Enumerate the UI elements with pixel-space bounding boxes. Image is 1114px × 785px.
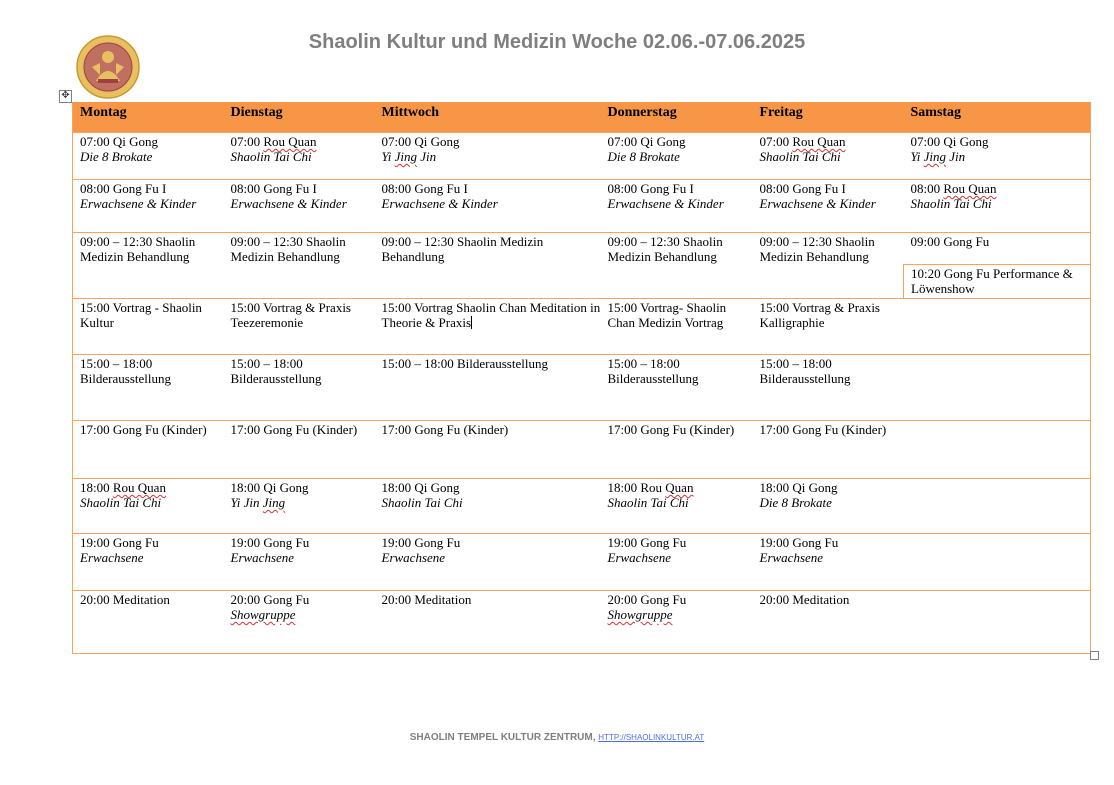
table-cell[interactable]: 15:00 Vortrag & Praxis Kalligraphie xyxy=(753,299,904,355)
document-title: Shaolin Kultur und Medizin Woche 02.06.-07.06.2025 xyxy=(308,31,806,53)
table-row xyxy=(73,180,1091,233)
table-row xyxy=(73,534,1091,591)
table-cell[interactable]: 07:00 Qi Gong Die 8 Brokate xyxy=(73,133,224,180)
table-row xyxy=(73,355,1091,421)
table-cell[interactable]: 09:00 Gong Fu xyxy=(904,233,1091,265)
table-cell[interactable]: 15:00 Vortrag - Shaolin Kultur xyxy=(73,299,224,355)
table-cell[interactable]: 09:00 – 12:30 Shaolin Medizin Behandlung xyxy=(753,233,904,299)
table-cell[interactable]: 07:00 Qi Gong Yi Jing Jin xyxy=(375,133,601,180)
header-mittwoch: Mittwoch xyxy=(375,103,601,133)
table-cell[interactable]: 20:00 Meditation xyxy=(753,591,904,654)
table-cell[interactable]: 08:00 Gong Fu I Erwachsene & Kinder xyxy=(375,180,601,233)
table-cell[interactable]: 07:00 Rou Quan Shaolin Tai Chi xyxy=(753,133,904,180)
table-cell[interactable]: 15:00 – 18:00 Bilderausstellung xyxy=(601,355,753,421)
table-cell[interactable]: 07:00 Qi Gong Yi Jing Jin xyxy=(904,133,1091,180)
document-footer xyxy=(0,732,1114,743)
shaolin-logo-icon xyxy=(76,35,140,99)
table-cell[interactable]: 08:00 Gong Fu I Erwachsene & Kinder xyxy=(753,180,904,233)
header-montag: Montag xyxy=(73,103,224,133)
table-cell[interactable]: 10:20 Gong Fu Performance & Löwenshow xyxy=(904,265,1091,299)
header-samstag: Samstag xyxy=(904,103,1091,133)
table-row xyxy=(73,233,1091,265)
table-cell[interactable] xyxy=(904,591,1091,654)
header-dienstag: Dienstag xyxy=(224,103,375,133)
table-cell[interactable] xyxy=(904,421,1091,479)
table-cell[interactable]: 15:00 Vortrag Shaolin Chan Meditation in Theorie & Praxis xyxy=(375,299,601,355)
table-cell[interactable]: 08:00 Gong Fu I Erwachsene & Kinder xyxy=(224,180,375,233)
footer-link[interactable]: HTTP://SHAOLINKULTUR.AT xyxy=(598,733,705,742)
table-cell[interactable]: 18:00 Qi Gong Yi Jin Jing xyxy=(224,479,375,534)
table-cell[interactable]: 15:00 – 18:00 Bilderausstellung xyxy=(224,355,375,421)
table-cell[interactable]: 17:00 Gong Fu (Kinder) xyxy=(601,421,753,479)
table-cell[interactable]: 09:00 – 12:30 Shaolin Medizin Behandlung xyxy=(375,233,601,299)
table-row xyxy=(73,479,1091,534)
table-cell[interactable]: 15:00 – 18:00 Bilderausstellung xyxy=(375,355,601,421)
table-cell[interactable]: 07:00 Qi Gong Die 8 Brokate xyxy=(601,133,753,180)
footer-org: SHAOLIN TEMPEL KULTUR ZENTRUM, xyxy=(409,732,596,743)
table-cell[interactable] xyxy=(904,534,1091,591)
table-row xyxy=(73,591,1091,654)
table-cell[interactable]: 15:00 Vortrag- Shaolin Chan Medizin Vortrag xyxy=(601,299,753,355)
table-cell[interactable]: 19:00 Gong Fu Erwachsene xyxy=(753,534,904,591)
table-cell[interactable]: 17:00 Gong Fu (Kinder) xyxy=(375,421,601,479)
header-donnerstag: Donnerstag xyxy=(601,103,753,133)
table-row xyxy=(73,421,1091,479)
table-cell[interactable]: 18:00 Qi Gong Die 8 Brokate xyxy=(753,479,904,534)
table-cell[interactable]: 18:00 Qi Gong Shaolin Tai Chi xyxy=(375,479,601,534)
schedule-table xyxy=(72,102,1091,654)
table-cell[interactable]: 15:00 Vortrag & Praxis Teezeremonie xyxy=(224,299,375,355)
text-cursor xyxy=(471,316,472,329)
table-cell[interactable] xyxy=(904,479,1091,534)
table-cell[interactable]: 20:00 Meditation xyxy=(375,591,601,654)
table-header-row xyxy=(73,103,1091,133)
table-row xyxy=(73,299,1091,355)
table-cell[interactable]: 15:00 – 18:00 Bilderausstellung xyxy=(73,355,224,421)
table-cell[interactable]: 08:00 Rou Quan Shaolin Tai Chi xyxy=(904,180,1091,233)
table-cell[interactable]: 09:00 – 12:30 Shaolin Medizin Behandlung xyxy=(601,233,753,299)
table-cell[interactable]: 17:00 Gong Fu (Kinder) xyxy=(224,421,375,479)
table-cell[interactable]: 09:00 – 12:30 Shaolin Medizin Behandlung xyxy=(73,233,224,299)
table-cell[interactable]: 19:00 Gong Fu Erwachsene xyxy=(224,534,375,591)
table-cell[interactable]: 09:00 – 12:30 Shaolin Medizin Behandlung xyxy=(224,233,375,299)
table-cell[interactable]: 08:00 Gong Fu I Erwachsene & Kinder xyxy=(601,180,753,233)
table-resize-handle[interactable] xyxy=(1090,651,1099,660)
table-row xyxy=(73,133,1091,180)
table-cell[interactable]: 19:00 Gong Fu Erwachsene xyxy=(375,534,601,591)
table-cell[interactable]: 18:00 Rou Quan Shaolin Tai Chi xyxy=(73,479,224,534)
table-cell[interactable]: 19:00 Gong Fu Erwachsene xyxy=(73,534,224,591)
table-cell[interactable]: 07:00 Rou Quan Shaolin Tai Chi xyxy=(224,133,375,180)
table-cell[interactable] xyxy=(904,355,1091,421)
table-cell[interactable]: 08:00 Gong Fu I Erwachsene & Kinder xyxy=(73,180,224,233)
table-cell[interactable]: 20:00 Gong Fu Showgruppe xyxy=(601,591,753,654)
table-cell[interactable]: 20:00 Meditation xyxy=(73,591,224,654)
table-cell[interactable]: 19:00 Gong Fu Erwachsene xyxy=(601,534,753,591)
table-cell[interactable]: 17:00 Gong Fu (Kinder) xyxy=(73,421,224,479)
table-cell[interactable]: 15:00 – 18:00 Bilderausstellung xyxy=(753,355,904,421)
table-move-handle-icon[interactable]: ✥ xyxy=(59,90,72,103)
table-cell[interactable]: 18:00 Rou Quan Shaolin Tai Chi xyxy=(601,479,753,534)
table-cell[interactable] xyxy=(904,299,1091,355)
header-freitag: Freitag xyxy=(753,103,904,133)
table-cell[interactable]: 20:00 Gong Fu Showgruppe xyxy=(224,591,375,654)
table-cell[interactable]: 17:00 Gong Fu (Kinder) xyxy=(753,421,904,479)
